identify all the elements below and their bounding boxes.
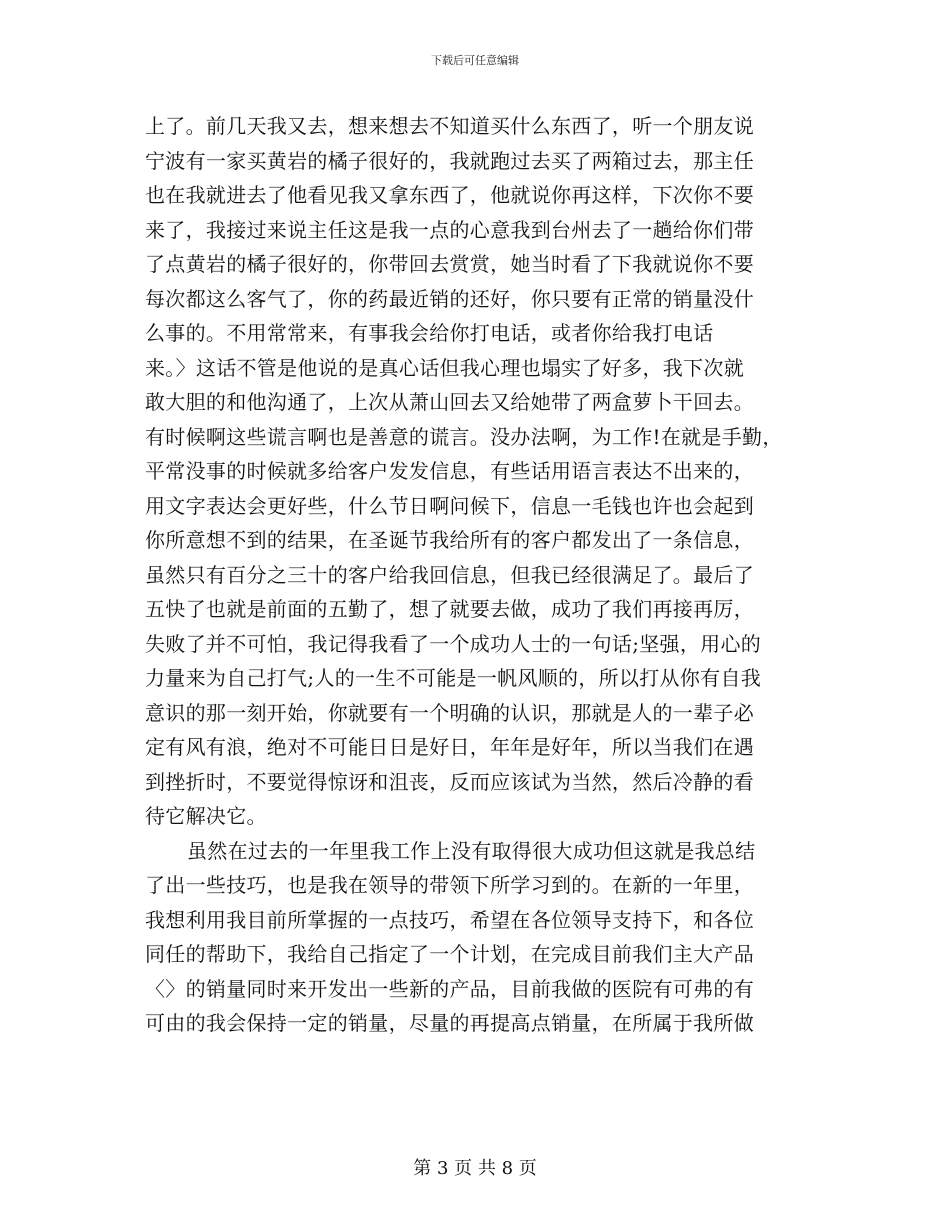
- text-line: 虽然只有百分之三十的客户给我回信息，但我已经很满足了。最后了: [145, 562, 754, 587]
- text-line: 五快了也就是前面的五勤了，想了就要去做，成功了我们再接再厉，: [145, 597, 754, 621]
- text-line: 有时候啊这些谎言啊也是善意的谎言。没办法啊，为工作!在就是手勤，: [145, 424, 783, 449]
- text-line: 失败了并不可怕，我记得我看了一个成功人士的一句话;坚强，用心的: [145, 631, 762, 656]
- text-line: 意识的那一刻开始，你就要有一个明确的认识，那就是人的一辈子必: [145, 700, 754, 725]
- text-line: 也在我就进去了他看见我又拿东西了，他就说你再这样，下次你不要: [145, 183, 754, 207]
- text-line: 可由的我会保持一定的销量，尽量的再提高点销量，在所属于我所做: [145, 1011, 754, 1035]
- text-line: 我想利用我目前所掌握的一点技巧，希望在各位领导支持下，和各位: [145, 907, 754, 932]
- text-line: 定有风有浪，绝对不可能日日是好日，年年是好年，所以当我们在遇: [145, 735, 754, 759]
- text-line: 同任的帮助下，我给自己指定了一个计划，在完成目前我们主大产品: [145, 942, 754, 966]
- text-line: 了点黄岩的橘子很好的，你带回去赏赏，她当时看了下我就说你不要: [145, 252, 754, 276]
- text-line: 力量来为自己打气;人的一生不可能是一帆风顺的，所以打从你有自我: [145, 666, 762, 690]
- text-line: 来。〉这话不管是他说的是真心话但我心理也塌实了好多，我下次就: [145, 355, 744, 380]
- text-line: 待它解决它。: [145, 804, 267, 828]
- text-line: 了出一些技巧，也是我在领导的带领下所学习到的。在新的一年里，: [145, 873, 754, 897]
- paragraph-start-line: 虽然在过去的一年里我工作上没有取得很大成功但这就是我总结: [187, 838, 756, 863]
- page-number: 第 3 页 共 8 页: [413, 1158, 537, 1179]
- text-line: 敢大胆的和他沟通了，上次从萧山回去又给她带了两盒萝卜干回去。: [145, 390, 754, 414]
- document-body: [145, 109, 815, 1041]
- text-line: 上了。前几天我又去，想来想去不知道买什么东西了，听一个朋友说: [145, 114, 754, 138]
- text-line: 来了，我接过来说主任这是我一点的心意我到台州去了一趟给你们带: [145, 217, 754, 242]
- text-line: 你所意想不到的结果，在圣诞节我给所有的客户都发出了一条信息，: [145, 528, 754, 552]
- text-line: 么事的。不用常常来，有事我会给你打电话，或者你给我打电话: [145, 321, 714, 345]
- page-header: 下载后可任意编辑: [431, 54, 519, 67]
- text-line: 〈〉的销量同时来开发出一些新的产品，目前我做的医院有可弗的有: [145, 976, 754, 1001]
- text-line: 每次都这么客气了，你的药最近销的还好，你只要有正常的销量没什: [145, 286, 754, 311]
- text-line: 宁波有一家买黄岩的橘子很好的，我就跑过去买了两箱过去，那主任: [145, 148, 754, 173]
- text-line: 用文字表达会更好些，什么节日啊问候下，信息一毛钱也许也会起到: [145, 493, 754, 518]
- text-line: 平常没事的时候就多给客户发发信息，有些话用语言表达不出来的，: [145, 459, 754, 483]
- text-line: 到挫折时，不要觉得惊讶和沮丧，反而应该试为当然，然后冷静的看: [145, 769, 754, 794]
